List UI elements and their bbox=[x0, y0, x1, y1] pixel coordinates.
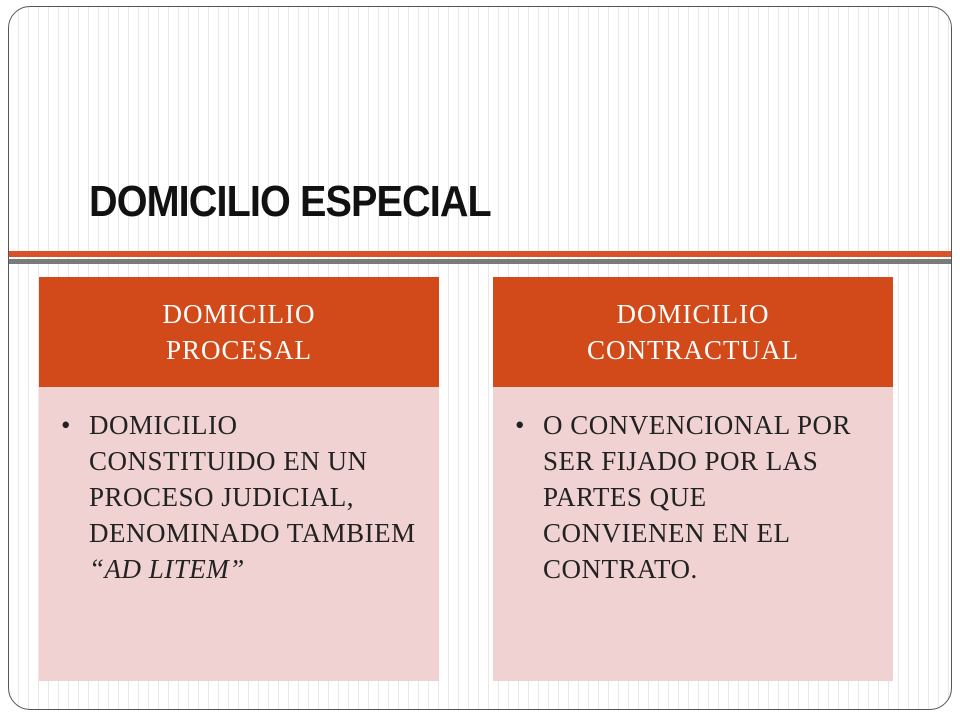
card-body bbox=[61, 407, 421, 587]
card-text-main: DOMICILIO CONSTITUIDO EN UN PROCESO JUDICIAL, DENOMINADO TAMBIEM bbox=[89, 410, 416, 548]
slide-title: DOMICILIO ESPECIAL bbox=[89, 177, 491, 226]
bullet-dot-icon: • bbox=[61, 410, 71, 440]
card-heading bbox=[39, 277, 439, 387]
card-text-italic: “AD LITEM” bbox=[89, 554, 245, 584]
card-body bbox=[515, 407, 875, 587]
card-domicilio-procesal bbox=[39, 277, 439, 681]
bullet-dot-icon: • bbox=[515, 410, 525, 440]
title-divider-accent bbox=[9, 251, 951, 257]
slide bbox=[8, 6, 952, 710]
card-text: O CONVENCIONAL POR SER FIJADO POR LAS PARTES QUE CONVIENEN EN EL CONTRATO. bbox=[543, 410, 852, 584]
card-domicilio-contractual bbox=[493, 277, 893, 681]
card-heading-text: DOMICILIO CONTRACTUAL bbox=[587, 299, 799, 365]
card-heading-text: DOMICILIO PROCESAL bbox=[162, 299, 316, 365]
title-divider-gray bbox=[9, 259, 951, 264]
card-text bbox=[89, 407, 421, 587]
card-heading bbox=[493, 277, 893, 387]
